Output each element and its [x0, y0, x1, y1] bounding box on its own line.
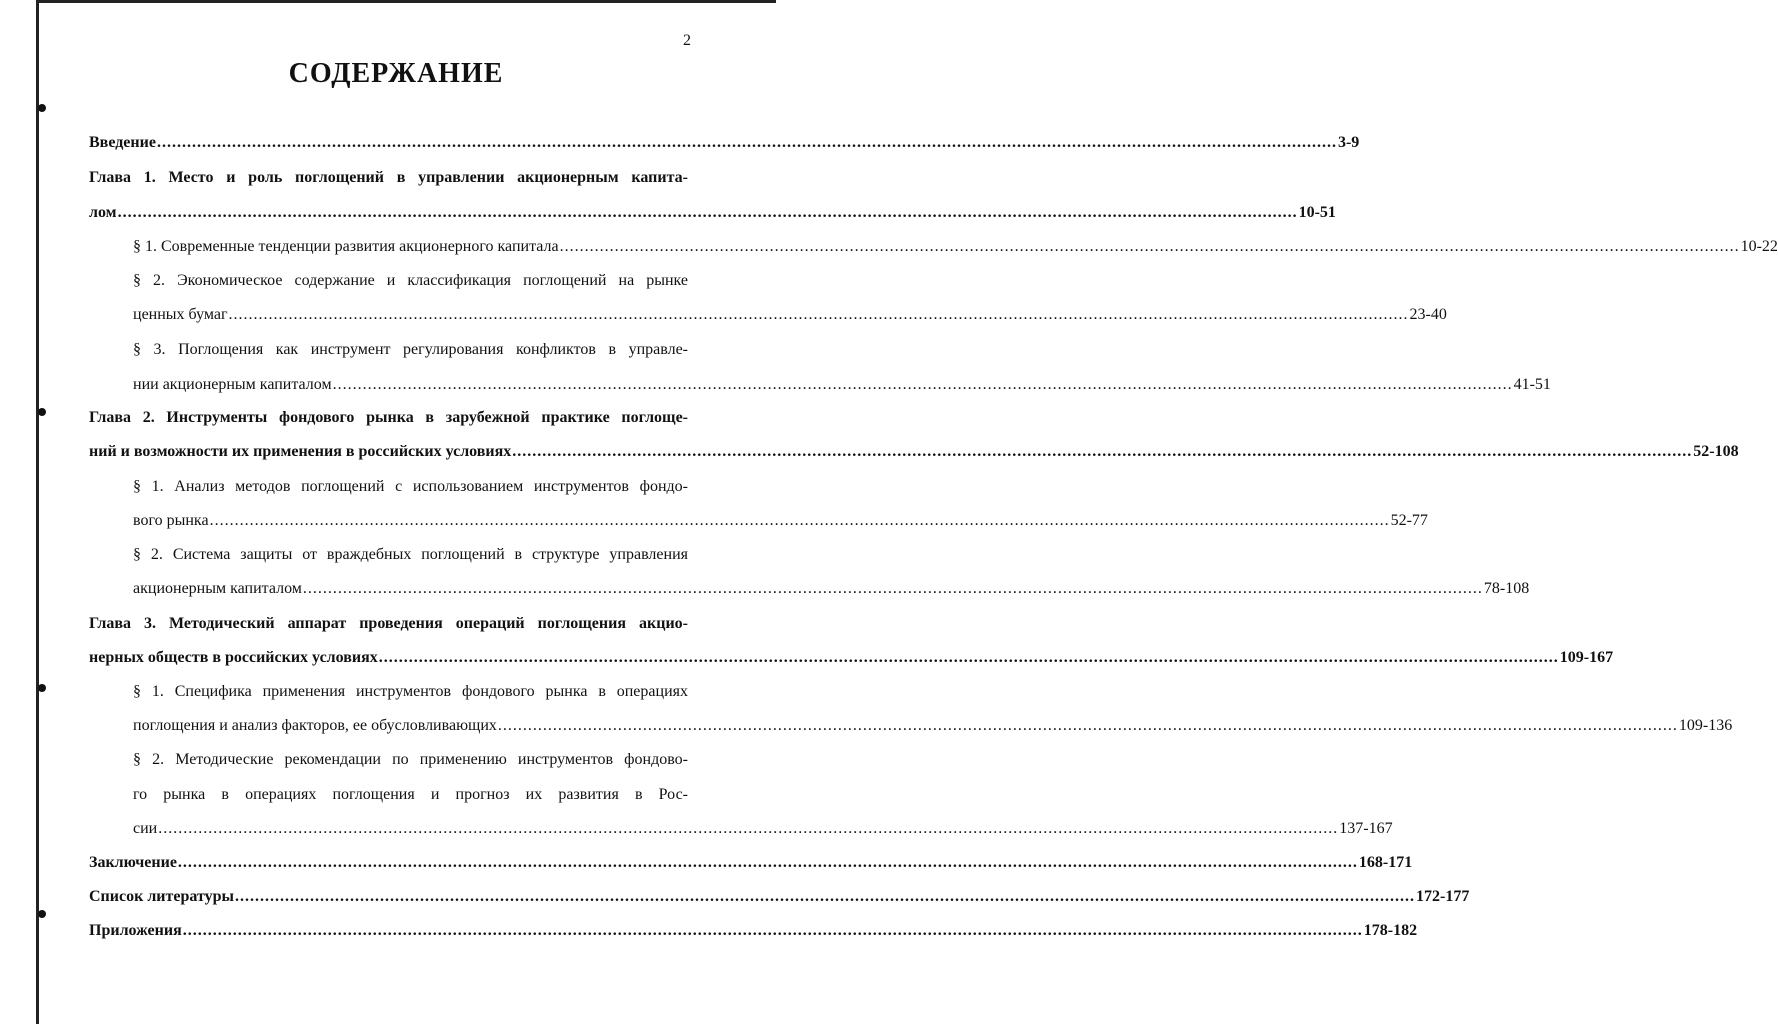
toc-entry-chapter-3: нерных обществ в российских условиях ............................................................................................................................................................................................................................................ 109-167 — [89, 649, 1614, 666]
toc-entry-1-3-title: § 3. Поглощения как инструмент регулирования конфликтов в управле- — [133, 341, 688, 358]
page-title: СОДЕРЖАНИЕ — [288, 58, 504, 89]
toc-entry-1-3: нии акционерным капиталом ............................................................................................................................................................................................................................................ 41-51 — [133, 376, 1551, 393]
scan-border-left — [36, 0, 39, 1024]
toc-entry-conclusion: Заключение ............................................................................................................................................................................................................................................ 168-171 — [89, 854, 1413, 871]
toc-entry-1-1: § 1. Современные тенденции развития акционерного капитала ............................................................................................................................................................................................................................................ 10-22 — [133, 238, 1778, 255]
toc-entry-3-2-title: § 2. Методические рекомендации по применению инструментов фондово- — [133, 751, 688, 768]
toc-entry-1-2: ценных бумаг ............................................................................................................................................................................................................................................ 23-40 — [133, 306, 1447, 323]
toc-chapter-3-title: Глава 3. Методический аппарат проведения операций поглощения акцио- — [89, 615, 688, 632]
binder-hole-mark — [38, 684, 46, 692]
page-number: 2 — [683, 32, 691, 49]
scan-border-top — [36, 0, 776, 3]
binder-hole-mark — [38, 910, 46, 918]
toc-chapter-1-title: Глава 1. Место и роль поглощений в управлении акционерным капита- — [89, 169, 688, 186]
toc-entry-3-1: поглощения и анализ факторов, ее обусловливающих ............................................................................................................................................................................................................................................ 109-136 — [133, 717, 1733, 734]
toc-entry-chapter-1: лом ............................................................................................................................................................................................................................................ 10-51 — [89, 204, 1336, 221]
toc-entry-chapter-2: ний и возможности их применения в российских условиях ............................................................................................................................................................................................................................................ 52-108 — [89, 443, 1739, 460]
toc-entry-appendices: Приложения ............................................................................................................................................................................................................................................ 178-182 — [89, 922, 1418, 939]
toc-entry-1-2-title: § 2. Экономическое содержание и классификация поглощений на рынке — [133, 272, 688, 289]
toc-entry-3-1-title: § 1. Специфика применения инструментов фондового рынка в операциях — [133, 683, 688, 700]
binder-hole-mark — [38, 408, 46, 416]
toc-entry-2-1-title: § 1. Анализ методов поглощений с использованием инструментов фондо- — [133, 478, 688, 495]
toc-entry-3-2: сии ............................................................................................................................................................................................................................................ 137-167 — [133, 820, 1393, 837]
toc-entry-2-1: вого рынка ............................................................................................................................................................................................................................................ 52-77 — [133, 512, 1428, 529]
toc-entry-2-2-title: § 2. Система защиты от враждебных поглощений в структуре управления — [133, 546, 688, 563]
toc-entry-2-2: акционерным капиталом ............................................................................................................................................................................................................................................ 78-108 — [133, 580, 1530, 597]
toc-chapter-2-title: Глава 2. Инструменты фондового рынка в зарубежной практике поглоще- — [89, 409, 688, 426]
binder-hole-mark — [38, 104, 46, 112]
toc-entry-3-2-title-cont: го рынка в операциях поглощения и прогноз их развития в Рос- — [133, 786, 688, 803]
toc-entry-intro: Введение ............................................................................................................................................................................................................................................ 3-9 — [89, 134, 1360, 151]
toc-entry-references: Список литературы ............................................................................................................................................................................................................................................ 172-177 — [89, 888, 1470, 905]
